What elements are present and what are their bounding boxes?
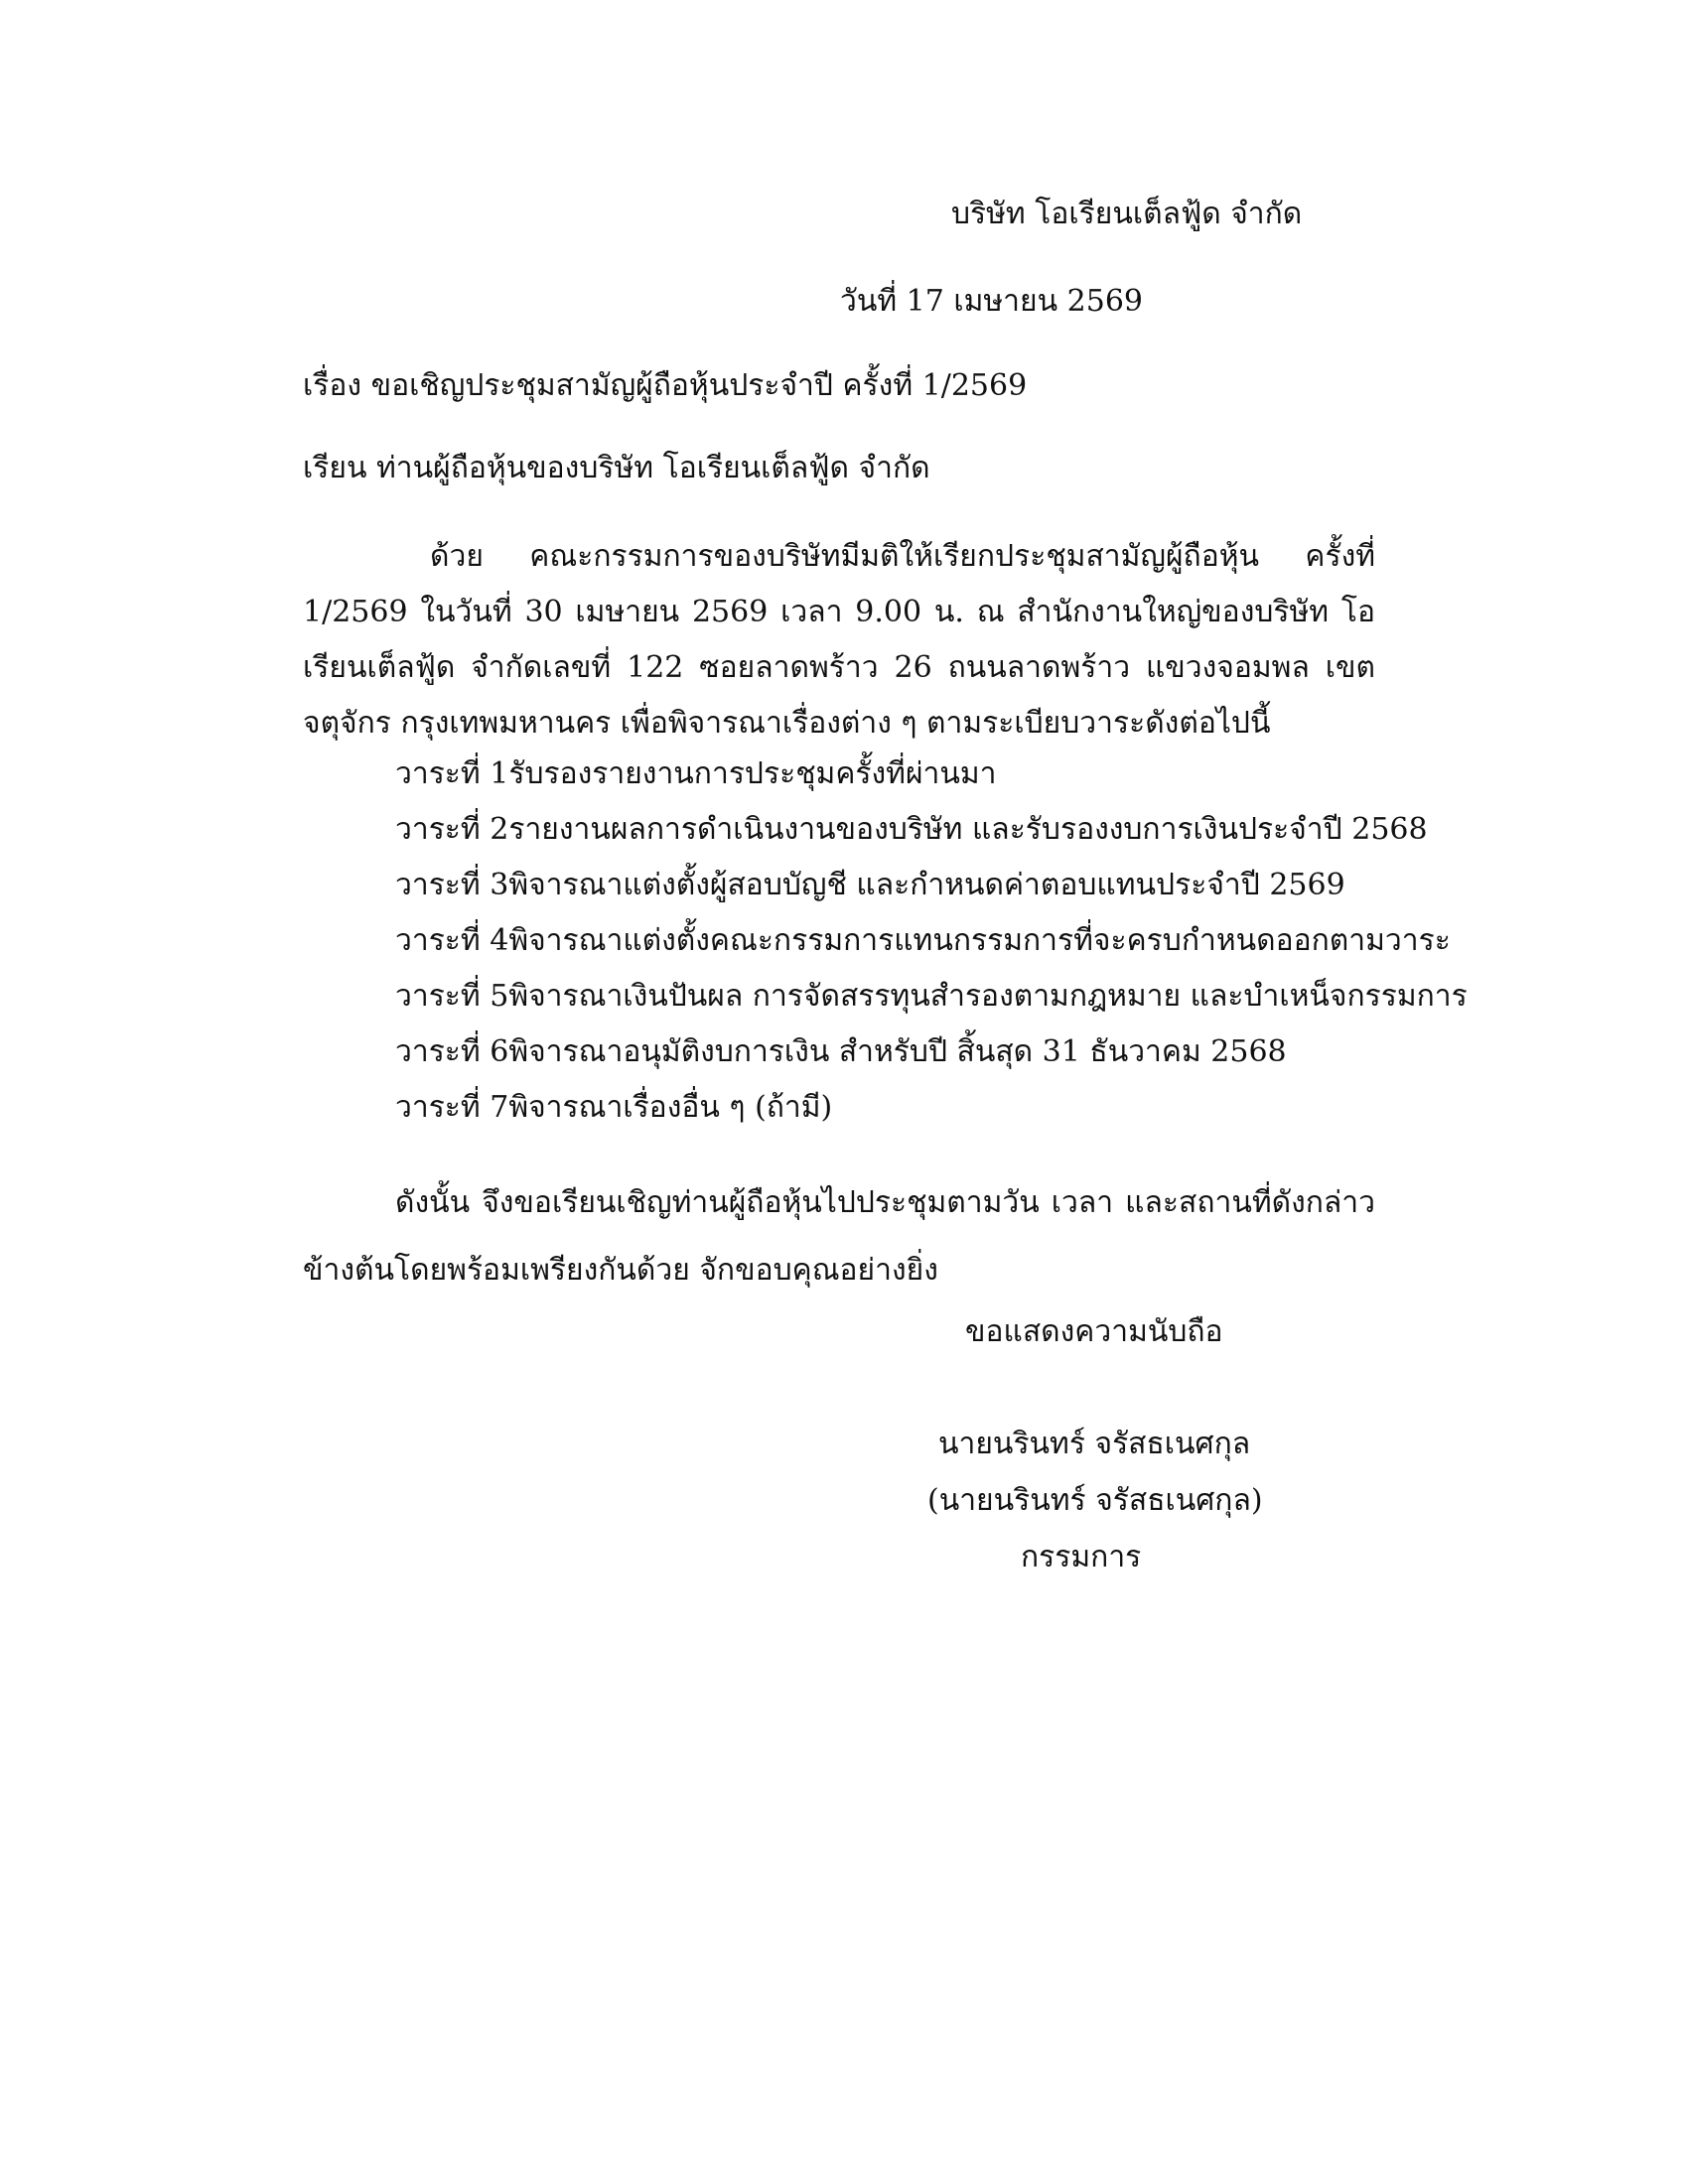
agenda-label: วาระที่ 1	[395, 756, 509, 791]
agenda-item	[395, 977, 1468, 1032]
signer-name: นายนรินทร์ จรัสธเนศกุล	[938, 1427, 1251, 1461]
letter-date: วันที่ 17 เมษายน 2569	[840, 284, 1143, 319]
closing-text: ดังนั้น จึงขอเรียนเชิญท่านผู้ถือหุ้นไปประชุมตามวัน เวลา และสถานที่ดังกล่าวข้างต้นโดยพร้อมเพรียงกันด้วย จักขอบคุณอย่างยิ่ง	[303, 1185, 1375, 1288]
signoff: ขอแสดงความนับถือ	[965, 1314, 1223, 1349]
agenda-item	[395, 754, 1468, 810]
agenda-item	[395, 921, 1468, 977]
signer-name-parenthesized: (นายนรินทร์ จรัสธเนศกุล)	[927, 1483, 1263, 1518]
agenda-label: วาระที่ 4	[395, 923, 509, 958]
letter-subject: เรื่อง ขอเชิญประชุมสามัญผู้ถือหุ้นประจำปี ครั้งที่ 1/2569	[303, 368, 1028, 403]
agenda-text: พิจารณาอนุมัติงบการเงิน สำหรับปี สิ้นสุด 31 ธันวาคม 2568	[508, 1034, 1287, 1069]
agenda-label: วาระที่ 5	[395, 979, 509, 1014]
agenda-text: พิจารณาเงินปันผล การจัดสรรทุนสำรองตามกฎหมาย และบำเหน็จกรรมการ	[508, 979, 1468, 1014]
company-name: บริษัท โอเรียนเต็ลฟู้ด จำกัด	[951, 197, 1303, 231]
agenda-list	[395, 754, 1468, 1144]
closing-paragraph	[303, 1169, 1375, 1304]
body-paragraph	[303, 529, 1375, 751]
agenda-item	[395, 866, 1468, 921]
agenda-text: พิจารณาเรื่องอื่น ๆ (ถ้ามี)	[508, 1090, 833, 1125]
body-text: ด้วย คณะกรรมการของบริษัทมีมติให้เรียกประชุมสามัญผู้ถือหุ้น ครั้งที่ 1/2569 ในวันที่ 30 เมษายน 2569 เวลา 9.00 น. ณ สำนักงานใหญ่ของบริษัท โอเรียนเต็ลฟู้ด จำกัดเลขที่ 122 ซอยลาดพร้าว 26 ถนนลาดพร้าว แขวงจอมพล เขตจตุจักร กรุงเทพมหานคร เพื่อพิจารณาเรื่องต่าง ๆ ตามระเบียบวาระดังต่อไปนี้	[303, 539, 1375, 741]
agenda-item	[395, 1032, 1468, 1088]
agenda-text: พิจารณาแต่งตั้งผู้สอบบัญชี และกำหนดค่าตอบแทนประจำปี 2569	[508, 868, 1345, 902]
agenda-text: รายงานผลการดำเนินงานของบริษัท และรับรองงบการเงินประจำปี 2568	[508, 812, 1428, 847]
agenda-text: พิจารณาแต่งตั้งคณะกรรมการแทนกรรมการที่จะครบกำหนดออกตามวาระ	[508, 923, 1451, 958]
agenda-label: วาระที่ 3	[395, 868, 509, 902]
agenda-item	[395, 810, 1468, 866]
agenda-label: วาระที่ 7	[395, 1090, 509, 1125]
letter-salutation: เรียน ท่านผู้ถือหุ้นของบริษัท โอเรียนเต็ลฟู้ด จำกัด	[303, 451, 930, 485]
signer-title: กรรมการ	[1021, 1540, 1142, 1574]
agenda-label: วาระที่ 6	[395, 1034, 509, 1069]
agenda-text: รับรองรายงานการประชุมครั้งที่ผ่านมา	[508, 756, 997, 791]
agenda-item	[395, 1088, 1468, 1144]
agenda-label: วาระที่ 2	[395, 812, 509, 847]
